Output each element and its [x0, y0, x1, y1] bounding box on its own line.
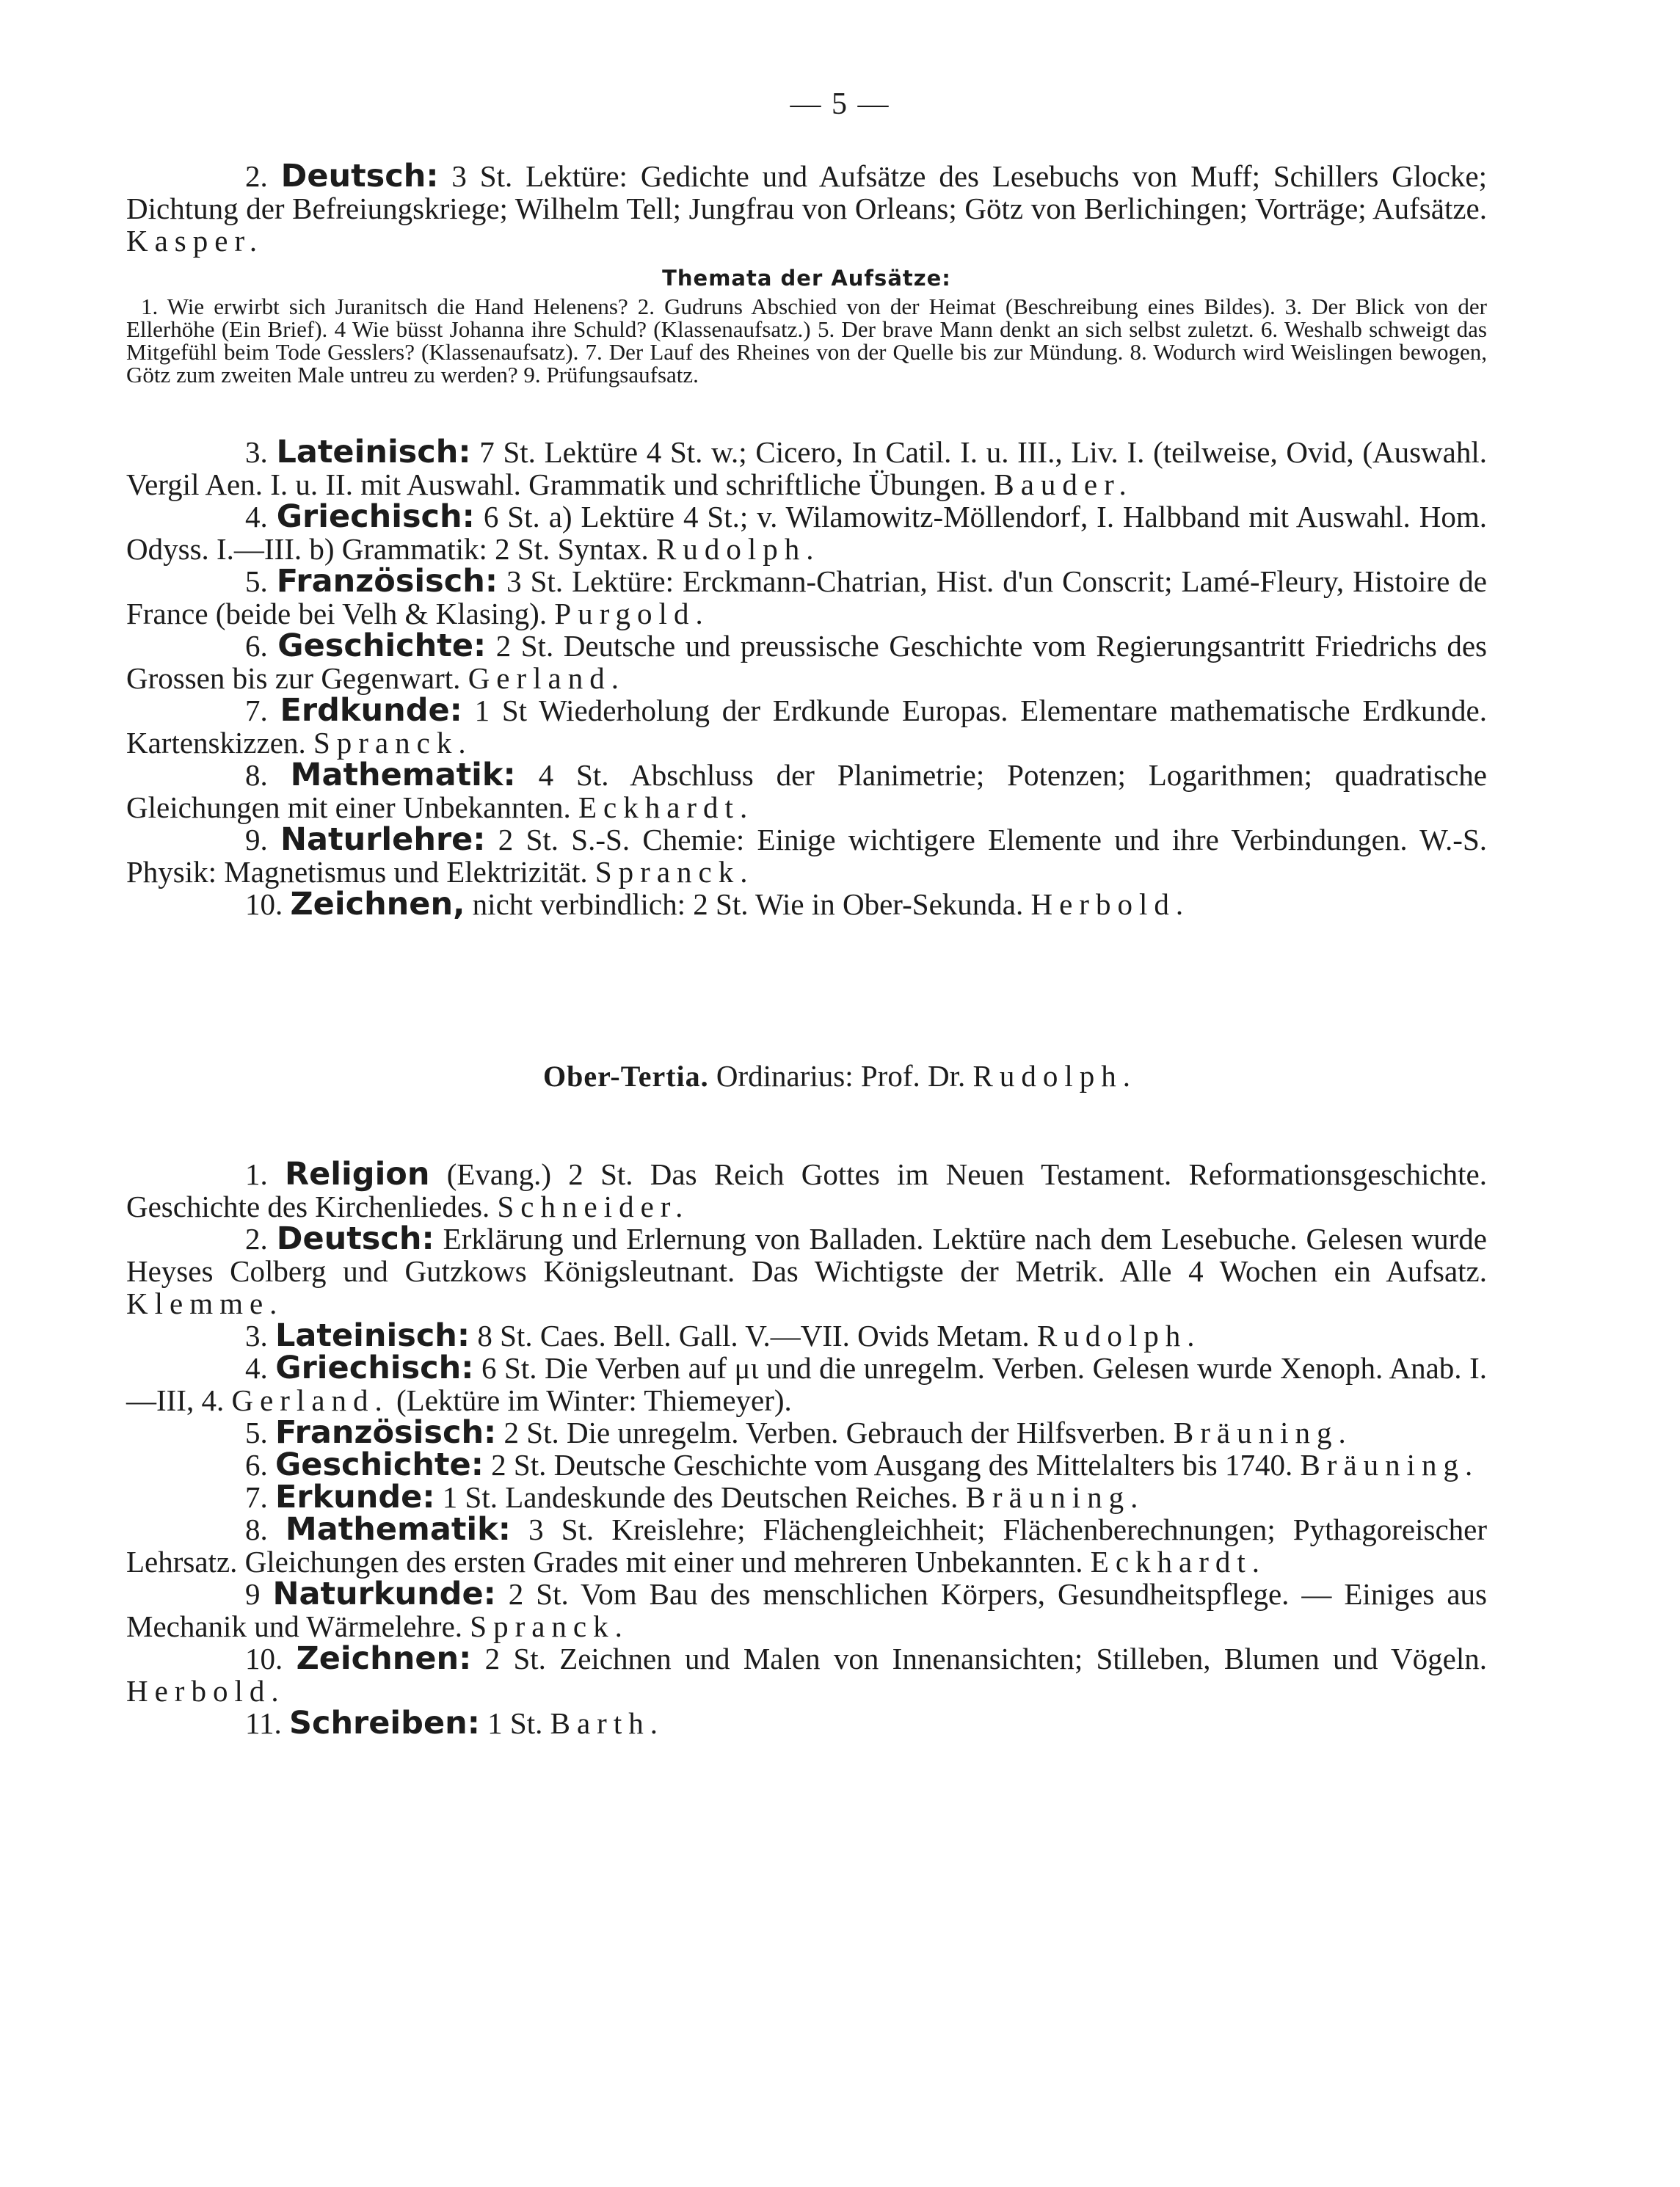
entry-schreiben: [126, 1705, 1487, 1742]
subject-name: Deutsch:: [280, 158, 439, 194]
section-title: Ober-Tertia.: [542, 1060, 709, 1093]
teacher-name: Herbold.: [126, 1674, 286, 1708]
entry-text: 2 St. Deutsche Geschichte vom Ausgang des Mittelalters bis 1740.: [483, 1448, 1301, 1482]
entry-number: 10.: [245, 1642, 283, 1675]
teacher-name: Spranck.: [470, 1609, 629, 1643]
teacher-name: Bauder.: [994, 467, 1133, 501]
entry-text: 1 St Wiederholung der Erdkunde Europas. Elementare mathematische Erdkunde. Kartenskizzen.: [126, 694, 1488, 760]
entry-number: 2.: [245, 1222, 268, 1256]
subject-name: Religion: [285, 1156, 430, 1193]
teacher-name: Rudolph.: [1037, 1319, 1201, 1353]
entry-number: 11.: [245, 1706, 282, 1740]
entry-mathematik: [126, 1513, 1487, 1578]
entry-tail: (Lektüre im Winter: Thiemeyer).: [388, 1383, 792, 1417]
teacher-name: Bräuning.: [965, 1480, 1145, 1514]
entry-griechisch: [126, 1352, 1487, 1416]
entry-geschichte: [126, 1449, 1487, 1481]
entry-number: 8.: [245, 758, 268, 792]
entry-number: 4.: [245, 1351, 268, 1385]
teacher-name: Spranck.: [594, 855, 754, 889]
entry-text: 2 St. S.-S. Chemie: Einige wichtigere Elemente und ihre Verbindungen. W.-S. Physik: Magnetismus und Elektrizität.: [126, 823, 1488, 889]
prima-deutsch-block: [126, 160, 1487, 257]
entry-griechisch: [126, 498, 1488, 566]
themata-list: 1. Wie erwirbt sich Juranitsch die Hand Helenens? 2. Gudruns Abschied von der Heimat (Beschreibung eines Bildes). 3. Der Blick von der Ellerhöhe (Ein Brief). 4 Wie büsst Johanna ihre Schuld? (Klassenaufsatz.) 5. Der brave Mann denkt an sich selbst zuletzt. 6. Weshalb schweigt das Mitgefühl beim Tode Gesslers? (Klassenaufsatz). 7. Der Lauf des Rheines von der Quelle bis zur Mündung. 8. Wodurch wird Weislingen bewogen, Götz zum zweiten Male untreu zu werden? 9. Prüfungsaufsatz.: [126, 294, 1487, 387]
entry-number: 4.: [245, 500, 268, 534]
entry-number: 8.: [245, 1513, 268, 1546]
entry-text: 2 St. Deutsche und preussische Geschichte vom Regierungsantritt Friedrichs des Grossen bis zur Gegenwart.: [126, 629, 1487, 695]
teacher-name: Klemme.: [126, 1287, 284, 1320]
entry-number: 9.: [245, 823, 268, 856]
subject-name: Deutsch:: [276, 1220, 434, 1257]
teacher-name: Schneider.: [497, 1190, 690, 1223]
subject-name: Erkunde:: [275, 1479, 435, 1515]
subject-name: Französisch:: [275, 1414, 497, 1451]
entry-number: 9: [245, 1577, 261, 1611]
teacher-name: Gerland.: [231, 1383, 389, 1417]
subject-name: Griechisch:: [276, 498, 475, 535]
teacher-name: Gerland.: [468, 661, 625, 695]
entry-number: 5.: [245, 1416, 268, 1449]
entry-mathematik: [126, 759, 1487, 823]
teacher-name: Eckhardt.: [578, 790, 754, 824]
subject-name: Naturlehre:: [280, 821, 486, 858]
subject-name: Zeichnen,: [290, 886, 465, 923]
themata-block: [126, 263, 1487, 386]
entry-text: 3 St. Lektüre: Erckmann-Chatrian, Hist. d'un Conscrit; Lamé-Fleury, Histoire de France (beide bei Velh & Klasing).: [126, 564, 1488, 630]
subject-name: Französisch:: [276, 563, 498, 600]
subject-name: Geschichte:: [275, 1447, 484, 1483]
ober-tertia-block: [126, 1156, 1488, 1742]
section-teacher: Rudolph.: [972, 1059, 1137, 1093]
entry-erdkunde: [126, 694, 1487, 759]
entry-lateinisch: [126, 436, 1487, 501]
subject-name: Mathematik:: [285, 1511, 511, 1548]
page-number: — 5 —: [790, 87, 890, 121]
subject-name: Schreiben:: [288, 1705, 480, 1742]
entry-text: 7 St. Lektüre 4 St. w.; Cicero, In Catil. I. u. III., Liv. I. (teilweise, Ovid, (Auswahl. Vergil Aen. I. u. II. mit Auswahl. Grammatik und schriftliche Übungen.: [126, 435, 1488, 501]
entry-text: (Evang.) 2 St. Das Reich Gottes im Neuen Testament. Reformationsgeschichte. Geschichte des Kirchenliedes.: [126, 1157, 1488, 1223]
entry-text: 2 St. Vom Bau des menschlichen Körpers, Gesundheitspflege. — Einiges aus Mechanik und Wärmelehre.: [126, 1577, 1488, 1643]
entry-text: 3 St. Kreislehre; Flächengleichheit; Flächenberechnungen; Pythagoreischer Lehrsatz. Gleichungen des ersten Grades mit einer und mehreren Unbekannten.: [126, 1513, 1487, 1579]
section-ordinarius: Ordinarius: Prof. Dr.: [708, 1059, 973, 1093]
entry-deutsch: [126, 1220, 1487, 1320]
teacher-name: Rudolph.: [655, 532, 821, 566]
subject-name: Mathematik:: [290, 757, 516, 793]
entry-number: 10.: [245, 887, 283, 921]
subject-name: Griechisch:: [275, 1350, 474, 1386]
teacher-name: Herbold.: [1030, 887, 1190, 921]
entry-geschichte: [126, 627, 1487, 695]
entry-number: 2.: [245, 159, 268, 193]
subject-name: Lateinisch:: [276, 434, 471, 470]
entry-text: 1 St. Landeskunde des Deutschen Reiches.: [434, 1480, 966, 1514]
subject-name: Zeichnen:: [296, 1640, 472, 1677]
entry-number: 5.: [245, 564, 268, 598]
entry-number: 6.: [245, 629, 268, 663]
entry-zeichnen: [126, 1642, 1487, 1707]
entry-number: 3.: [245, 1319, 268, 1353]
entry-text: 8 St. Caes. Bell. Gall. V.—VII. Ovids Metam.: [470, 1319, 1038, 1353]
subject-name: Geschichte:: [277, 627, 487, 664]
entry-text: 1 St.: [479, 1706, 550, 1740]
subject-name: Naturkunde:: [272, 1576, 496, 1612]
teacher-name: Purgold.: [554, 597, 710, 630]
teacher-name: Bräuning.: [1173, 1416, 1353, 1449]
prima-subjects-block: [126, 434, 1488, 923]
entry-deutsch: [126, 160, 1487, 257]
entry-number: 1.: [245, 1157, 268, 1191]
entry-lateinisch: [126, 1317, 1487, 1354]
entry-franzoesisch: [126, 565, 1487, 630]
teacher-name: Eckhardt.: [1090, 1545, 1267, 1579]
entry-religion: [126, 1158, 1487, 1223]
teacher-name: Spranck.: [313, 726, 473, 760]
entry-naturkunde: [126, 1578, 1487, 1642]
subject-name: Erdkunde:: [280, 692, 462, 729]
entry-text: 3 St. Lektüre: Gedichte und Aufsätze des Lesebuchs von Muff; Schillers Glocke; Dichtung der Befreiungskriege; Wilhelm Tell; Jungfrau von Orleans; Götz von Berlichingen; Vorträge; Aufsätze.: [126, 159, 1488, 225]
entry-text: 2 St. Die unregelm. Verben. Gebrauch der Hilfsverben.: [496, 1416, 1174, 1449]
themata-title: Themata der Aufsätze:: [662, 266, 951, 291]
entry-naturlehre: [126, 823, 1487, 888]
entry-number: 6.: [245, 1448, 268, 1482]
entry-text: Erklärung und Erlernung von Balladen. Lektüre nach dem Lesebuche. Gelesen wurde Heyses Colberg und Gutzkows Königsleutnant. Das Wichtigste der Metrik. Alle 4 Wochen ein Aufsatz.: [126, 1222, 1487, 1288]
entry-text: 4 St. Abschluss der Planimetrie; Potenzen; Logarithmen; quadratische Gleichungen mit einer Unbekannten.: [126, 758, 1488, 824]
entry-text: 2 St. Zeichnen und Malen von Innenansichten; Stilleben, Blumen und Vögeln.: [471, 1642, 1488, 1675]
teacher-name: Barth.: [550, 1706, 664, 1740]
entry-number: 7.: [245, 1480, 268, 1514]
teacher-name: Kasper.: [126, 224, 264, 258]
entry-zeichnen: [126, 886, 1487, 923]
entry-number: 7.: [245, 694, 268, 727]
teacher-name: Bräuning.: [1300, 1448, 1480, 1482]
subject-name: Lateinisch:: [275, 1317, 470, 1354]
entry-erkunde: [126, 1481, 1487, 1513]
entry-text: 6 St. a) Lektüre 4 St.; v. Wilamowitz-Möllendorf, I. Halbband mit Auswahl. Hom. Odyss. I.—III. b) Grammatik: 2 St. Syntax.: [126, 500, 1488, 566]
entry-number: 3.: [245, 435, 268, 469]
entry-franzoesisch: [126, 1416, 1487, 1449]
entry-text: 6 St. Die Verben auf μι und die unregelm. Verben. Gelesen wurde Xenoph. Anab. I.—III, 4.: [126, 1351, 1487, 1417]
section-heading: [0, 1058, 1680, 1094]
entry-text: nicht verbindlich: 2 St. Wie in Ober-Sekunda.: [465, 887, 1031, 921]
